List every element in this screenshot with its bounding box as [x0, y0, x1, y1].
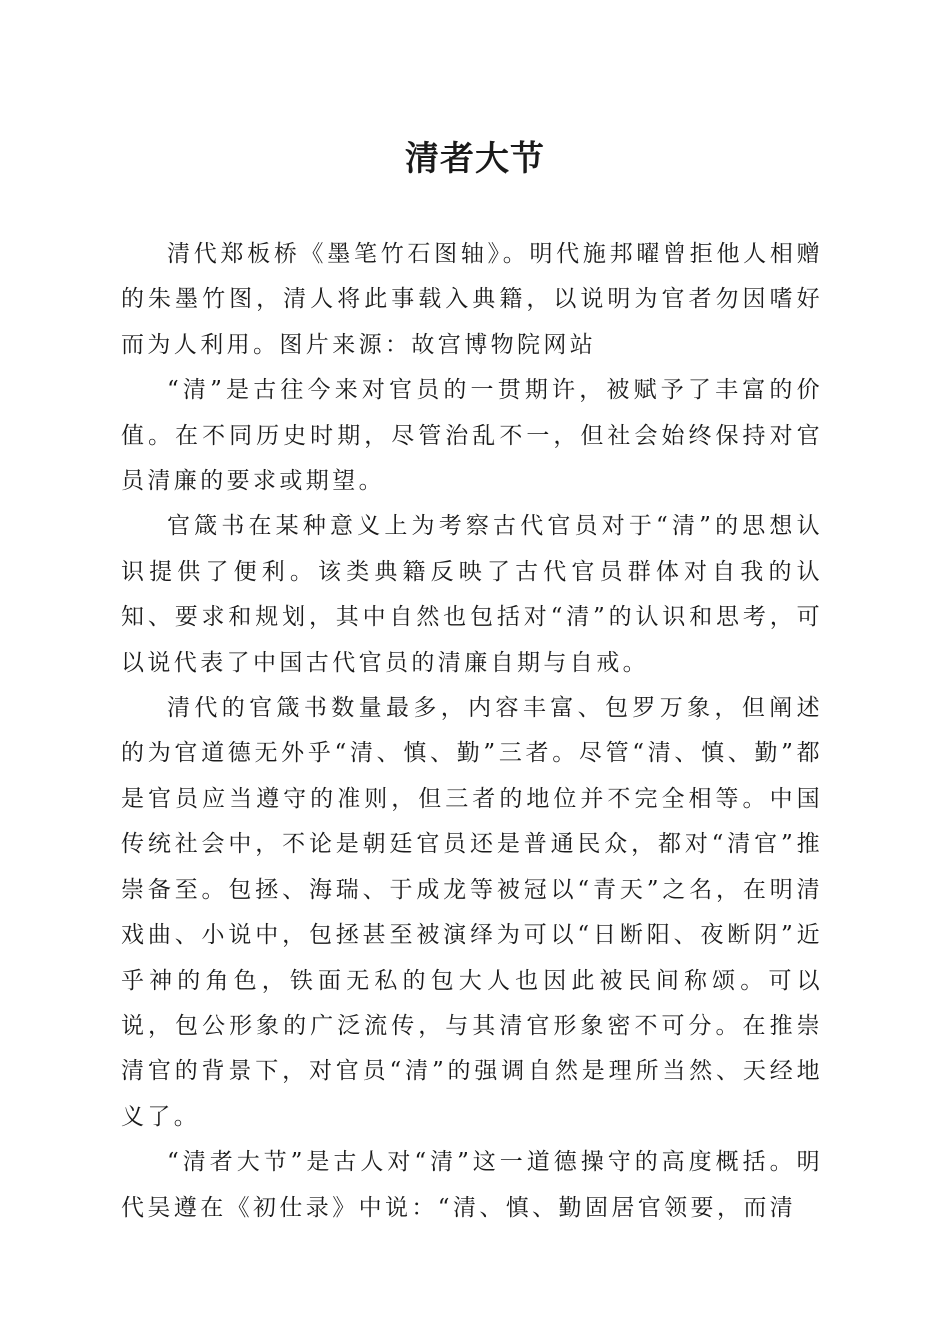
paragraph: 清代的官箴书数量最多，内容丰富、包罗万象，但阐述的为官道德无外乎“清、慎、勤”三者。尽管“清、慎、勤”都是官员应当遵守的准则，但三者的地位并不完全相等。中国传统社会中，不论是朝廷官员还是普通民众，都对“清官”推崇备至。包拯、海瑞、于成龙等被冠以“青天”之名，在明清戏曲、小说中，包拯甚至被演绎为可以“日断阳、夜断阴”近乎神的角色，铁面无私的包大人也因此被民间称颂。可以说，包公形象的广泛流传，与其清官形象密不可分。在推崇清官的背景下，对官员“清”的强调自然是理所当然、天经地义了。: [121, 695, 823, 1130]
paragraph-caption: 清代郑板桥《墨笔竹石图轴》。明代施邦曜曾拒他人相赠的朱墨竹图，清人将此事载入典籍，以说明为官者勿因嗜好而为人利用。图片来源：故宫博物院网站: [121, 241, 823, 358]
document-title: 清者大节: [405, 139, 545, 179]
paragraph: “清”是古往今来对官员的一贯期许，被赋予了丰富的价值。在不同历史时期，尽管治乱不一，但社会始终保持对官员清廉的要求或期望。: [121, 377, 823, 495]
document-body: [121, 232, 823, 1231]
paragraph: “清者大节”是古人对“清”这一道德操守的高度概括。明代吴遵在《初仕录》中说：“清、慎、勤固居官领要，而清: [121, 1149, 823, 1221]
paragraph: 官箴书在某种意义上为考察古代官员对于“清”的思想认识提供了便利。该类典籍反映了古代官员群体对自我的认知、要求和规划，其中自然也包括对“清”的认识和思考，可以说代表了中国古代官员的清廉自期与自戒。: [121, 513, 823, 676]
